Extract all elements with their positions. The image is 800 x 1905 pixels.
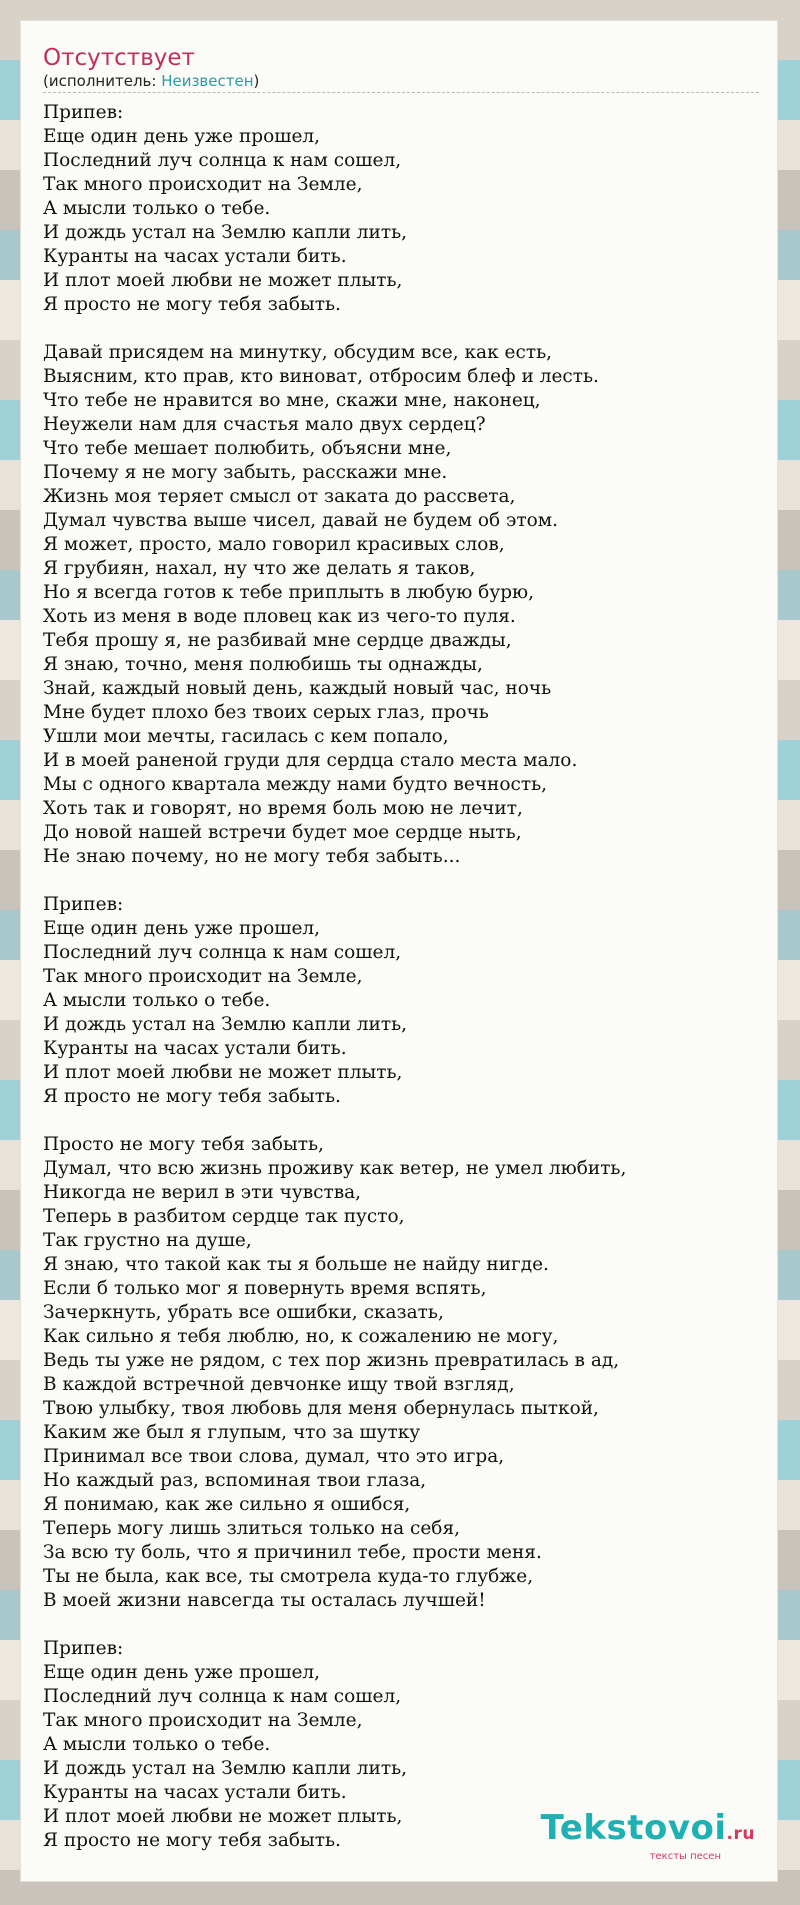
lyrics-line: Как сильно я тебя люблю, но, к сожалению не могу, (43, 1326, 559, 1347)
lyrics-line: Я просто не могу тебя забыть. (43, 1086, 341, 1107)
lyrics-line: Я может, просто, мало говорил красивых слов, (43, 534, 505, 555)
site-logo[interactable] (540, 1808, 755, 1863)
stanza-gap (43, 1109, 767, 1133)
lyrics-line: Припев: (43, 1638, 124, 1659)
lyrics-line: Я понимаю, как же сильно я ошибся, (43, 1494, 411, 1515)
lyrics-line: Просто не могу тебя забыть, (43, 1134, 324, 1155)
lyrics-line: И дождь устал на Землю капли лить, (43, 1014, 408, 1035)
artist-prefix: (исполнитель: (43, 72, 162, 90)
lyrics-line: Я знаю, что такой как ты я больше не найду нигде. (43, 1254, 549, 1275)
lyrics-line: Что тебе не нравится во мне, скажи мне, наконец, (43, 390, 541, 411)
lyrics-line: Что тебе мешает полюбить, объясни мне, (43, 438, 452, 459)
lyrics-line: Но я всегда готов к тебе приплыть в любую бурю, (43, 582, 535, 603)
lyrics-stanza (43, 893, 767, 1109)
lyrics-line: Теперь в разбитом сердце так пусто, (43, 1206, 405, 1227)
lyrics-line: Не знаю почему, но не могу тебя забыть... (43, 846, 461, 867)
lyrics-line: Теперь могу лишь злиться только на себя, (43, 1518, 460, 1539)
lyrics-line: Выясним, кто прав, кто виноват, отбросим блеф и лесть. (43, 366, 599, 387)
lyrics-line: Куранты на часах устали бить. (43, 246, 347, 267)
lyrics-line: Так много происходит на Земле, (43, 966, 363, 987)
lyrics-line: Если б только мог я повернуть время вспять, (43, 1278, 487, 1299)
lyrics-line: Твою улыбку, твоя любовь для меня обернулась пыткой, (43, 1398, 599, 1419)
lyrics-line: И дождь устал на Землю капли лить, (43, 1758, 408, 1779)
lyrics-text (43, 101, 767, 1853)
lyrics-line: За всю ту боль, что я причинил тебе, прости меня. (43, 1542, 542, 1563)
lyrics-line: Последний луч солнца к нам сошел, (43, 942, 402, 963)
lyrics-line: Еще один день уже прошел, (43, 1662, 321, 1683)
stanza-gap (43, 317, 767, 341)
stanza-gap (43, 1613, 767, 1637)
lyrics-line: В каждой встречной девчонке ищу твой взгляд, (43, 1374, 515, 1395)
logo-tld: .ru (726, 1824, 755, 1844)
lyrics-line: Припев: (43, 102, 124, 123)
lyrics-stanza (43, 1133, 767, 1613)
lyrics-line: Так много происходит на Земле, (43, 1710, 363, 1731)
lyrics-line: Ты не была, как все, ты смотрела куда-то глубже, (43, 1566, 534, 1587)
lyrics-stanza (43, 101, 767, 317)
lyrics-line: Припев: (43, 894, 124, 915)
artist-link[interactable]: Неизвестен (161, 72, 254, 90)
lyrics-line: Я грубиян, нахал, ну что же делать я таков, (43, 558, 476, 579)
lyrics-line: Последний луч солнца к нам сошел, (43, 150, 402, 171)
lyrics-line: Принимал все твои слова, думал, что это игра, (43, 1446, 505, 1467)
lyrics-line: Каким же был я глупым, что за шутку (43, 1422, 421, 1443)
lyrics-line: Тебя прошу я, не разбивай мне сердце дважды, (43, 630, 512, 651)
lyrics-line: И плот моей любви не может плыть, (43, 270, 403, 291)
lyrics-line: Еще один день уже прошел, (43, 126, 321, 147)
lyrics-line: Зачеркнуть, убрать все ошибки, сказать, (43, 1302, 444, 1323)
lyrics-line: Мне будет плохо без твоих серых глаз, прочь (43, 702, 489, 723)
lyrics-line: Последний луч солнца к нам сошел, (43, 1686, 402, 1707)
lyrics-line: Никогда не верил в эти чувства, (43, 1182, 362, 1203)
lyrics-line: И плот моей любви не может плыть, (43, 1806, 403, 1827)
lyrics-stanza (43, 341, 767, 869)
lyrics-line: Ушли мои мечты, гасилась с кем попало, (43, 726, 449, 747)
artist-line (43, 71, 759, 93)
lyrics-line: Я просто не могу тебя забыть. (43, 294, 341, 315)
logo-wordmark (540, 1808, 755, 1851)
lyrics-line: До новой нашей встречи будет мое сердце ныть, (43, 822, 522, 843)
lyrics-line: Еще один день уже прошел, (43, 918, 321, 939)
lyrics-line: Думал чувства выше чисел, давай не будем об этом. (43, 510, 559, 531)
lyrics-line: Неужели нам для счастья мало двух сердец? (43, 414, 486, 435)
lyrics-line: Куранты на часах устали бить. (43, 1038, 347, 1059)
lyrics-line: Я знаю, точно, меня полюбишь ты однажды, (43, 654, 483, 675)
lyrics-line: Но каждый раз, вспоминая твои глаза, (43, 1470, 427, 1491)
lyrics-line: И плот моей любви не может плыть, (43, 1062, 403, 1083)
lyrics-line: Мы с одного квартала между нами будто вечность, (43, 774, 548, 795)
lyrics-line: Так много происходит на Земле, (43, 174, 363, 195)
lyrics-line: В моей жизни навсегда ты осталась лучшей! (43, 1590, 486, 1611)
stanza-gap (43, 869, 767, 893)
lyrics-card (20, 20, 778, 1882)
logo-tagline: тексты песен (649, 1851, 721, 1862)
lyrics-line: Куранты на часах устали бить. (43, 1782, 347, 1803)
lyrics-line: Жизнь моя теряет смысл от заката до рассвета, (43, 486, 516, 507)
lyrics-line: А мысли только о тебе. (43, 1734, 271, 1755)
logo-name: Tekstovoi (540, 1808, 727, 1848)
lyrics-line: Думал, что всю жизнь проживу как ветер, не умел любить, (43, 1158, 627, 1179)
lyrics-line: Почему я не могу забыть, расскажи мне. (43, 462, 448, 483)
lyrics-line: Хоть из меня в воде пловец как из чего-то пуля. (43, 606, 516, 627)
lyrics-line: Знай, каждый новый день, каждый новый час, ночь (43, 678, 552, 699)
artist-suffix: ) (253, 72, 260, 90)
lyrics-line: Я просто не могу тебя забыть. (43, 1830, 341, 1851)
lyrics-line: Ведь ты уже не рядом, с тех пор жизнь превратилась в ад, (43, 1350, 620, 1371)
lyrics-line: А мысли только о тебе. (43, 198, 271, 219)
song-title: Отсутствует (43, 45, 195, 71)
lyrics-line: Давай присядем на минутку, обсудим все, как есть, (43, 342, 553, 363)
lyrics-line: А мысли только о тебе. (43, 990, 271, 1011)
lyrics-line: Так грустно на душе, (43, 1230, 252, 1251)
lyrics-line: И дождь устал на Землю капли лить, (43, 222, 408, 243)
lyrics-line: Хоть так и говорят, но время боль мою не лечит, (43, 798, 523, 819)
lyrics-line: И в моей раненой груди для сердца стало места мало. (43, 750, 578, 771)
